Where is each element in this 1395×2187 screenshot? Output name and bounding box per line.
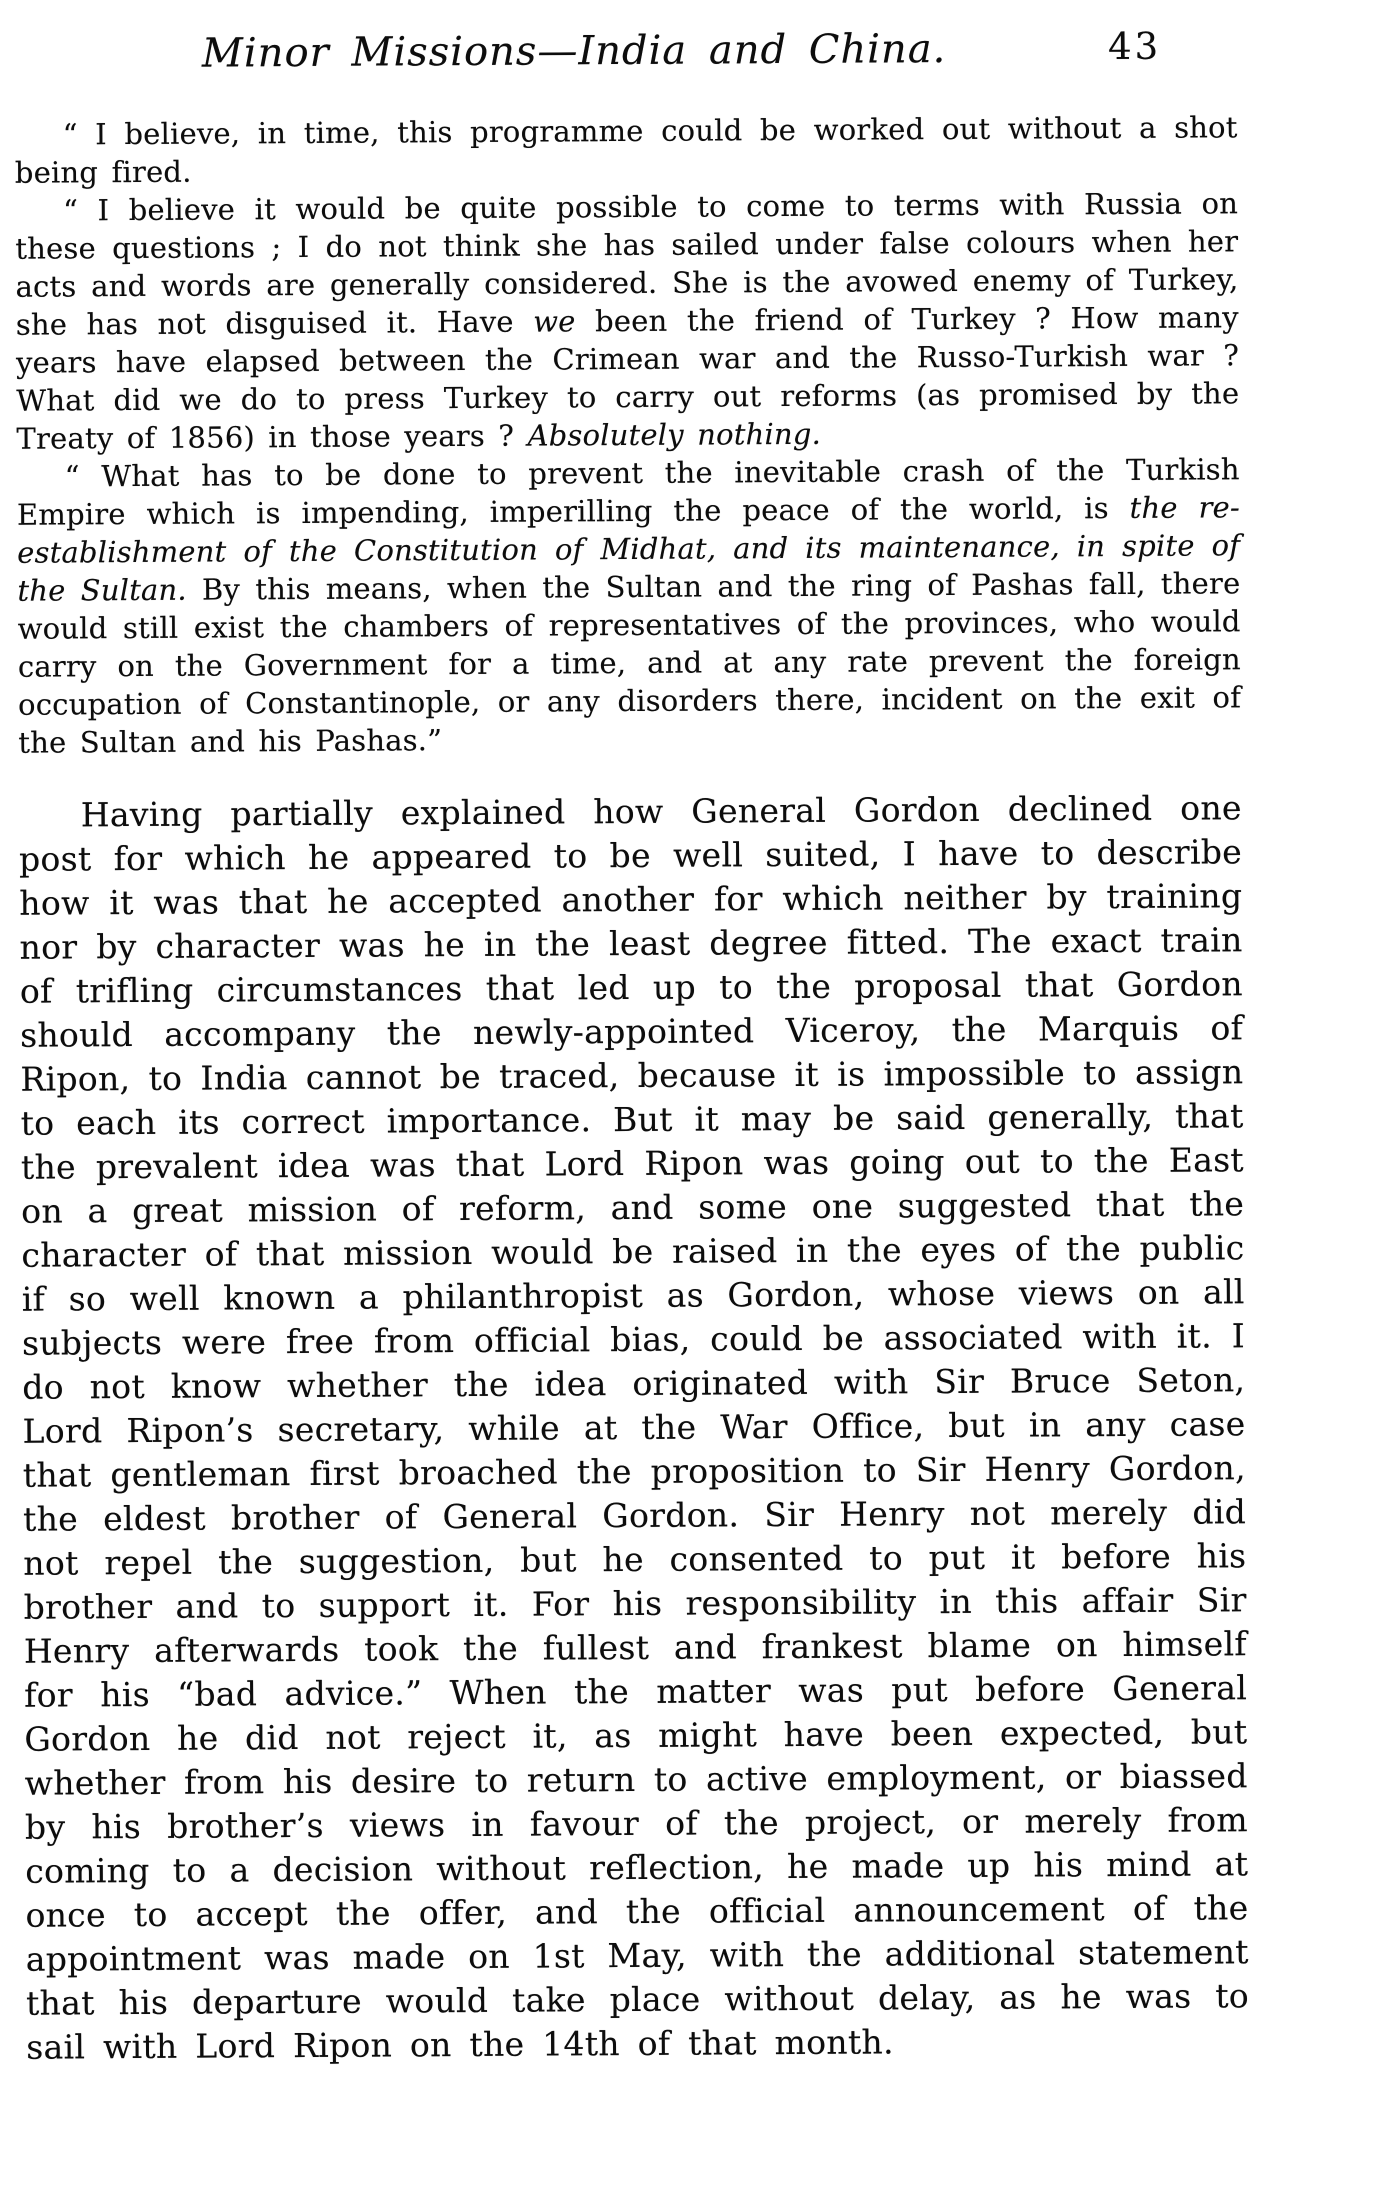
page-number: 43 (1107, 24, 1162, 69)
quote-block (15, 108, 1242, 761)
body-paragraph: Having partially explained how General Gordon declined one post for which he appeared to be well suited, I have to describe how it was that he accepted another for which neither by training nor by character was he in the least degree fitted. The exact train of trifling circumstances that led up to the proposal that Gordon should accompany the newly-appointed Viceroy, the Marquis of Ripon, to India cannot be traced, because it is impossible to assign to each its correct importance. But it may be said generally, that the prevalent idea was that Lord Ripon was going out to the East on a great mission of reform, and some one suggested that the character of that mission would be raised in the eyes of the public if so well known a philanthropist as Gordon, whose views on all subjects were free from official bias, could be associated with it. I do not know whether the idea originated with Sir Bruce Seton, Lord Ripon’s secretary, while at the War Office, but in any case that gentleman first broached the proposition to Sir Henry Gordon, the eldest brother of General Gordon. Sir Henry not merely did not repel the suggestion, but he consented to put it before his brother and to support it. For his responsibility in this affair Sir Henry afterwards took the fullest and frankest blame on himself for his “bad advice.” When the matter was put before General Gordon he did not reject it, as might have been expected, but whether from his desire to return to active employment, or biassed by his brother’s views in favour of the project, or merely from coming to a decision without reflection, he made up his mind at once to accept the offer, and the official announcement of the appointment was made on 1st May, with the additional statement that his departure would take place without delay, as he was to sail with Lord Ripon on the 14th of that month. (18, 788, 1250, 2067)
page-content (14, 24, 1249, 2069)
page-header (14, 24, 1237, 89)
running-title: Minor Missions—India and China. (201, 26, 947, 77)
body-text-block (19, 786, 1250, 2069)
quote-paragraph-1: “ I believe, in time, this programme could be worked out without a shot being fired. (14, 110, 1238, 190)
quote-paragraph-3: “ What has to be done to prevent the inevitable crash of the Turkish Empire which is impending, imperilling the peace of the world, is the re-establishment of the Constitution of Midhat, and its maintenance, in spite of the Sultan. By this means, when the Sultan and the ring of Pashas fall, there would still exist the chambers of representatives of the provinces, who would carry on the Government for a time, and at any rate prevent the foreign occupation of Constantinople, or any disorders there, incident on the exit of the Sultan and his Pashas.” (16, 452, 1242, 760)
quote-paragraph-2: “ I believe it would be quite possible to come to terms with Russia on these questions ; I do not think she has sailed under false colours when her acts and words are generally considered. She is the avowed enemy of Turkey, she has not disguised it. Have we been the friend of Turkey ? How many years have elapsed between the Crimean war and the Russo-Turkish war ? What did we do to press Turkey to carry out reforms (as promised by the Treaty of 1856) in those years ? Absolutely nothing. (15, 186, 1240, 456)
